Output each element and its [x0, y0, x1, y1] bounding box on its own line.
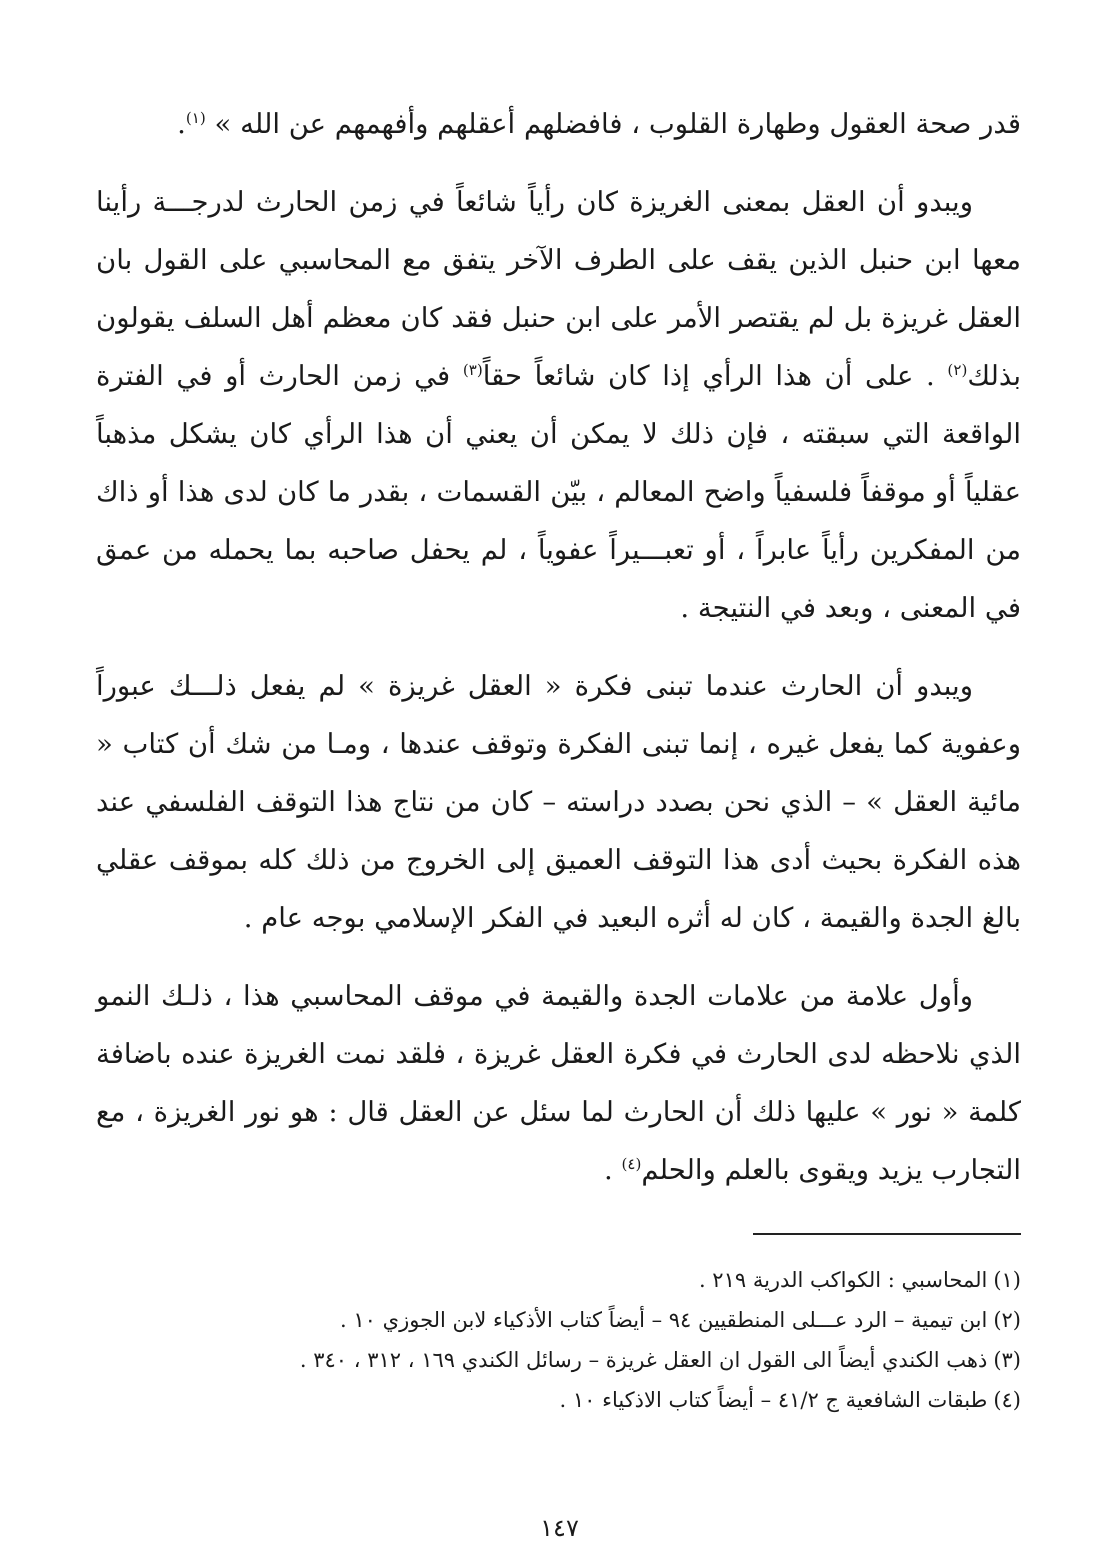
footnote-ref-2: (٢)	[947, 360, 968, 379]
paragraph-2-text-2: . على أن هذا الرأي إذا كان شائعاً حقاً	[482, 360, 948, 392]
paragraph-4	[96, 967, 1021, 1199]
footnote-1-number: (١)	[993, 1268, 1021, 1292]
footnote-1	[96, 1260, 1021, 1300]
footnote-1-text: المحاسبي : الكواكب الدرية ٢١٩ .	[698, 1268, 988, 1292]
footnote-3	[96, 1340, 1021, 1380]
paragraph-1-text: قدر صحة العقول وطهارة القلوب ، فافضلهم أعقلهم وأفهمهم عن الله »	[205, 108, 1021, 140]
footnote-2	[96, 1300, 1021, 1340]
paragraph-1-tail: .	[177, 108, 186, 140]
main-text	[96, 95, 1021, 1219]
footnote-ref-4: (٤)	[621, 1154, 642, 1173]
paragraph-2-text: ويبدو أن العقل بمعنى الغريزة كان رأياً شائعاً في زمن الحارث لدرجـــة رأينا معها ابن حنبل الذين يقف على الطرف الآخر يتفق مع المحاسبي على القول بان العقل غريزة بل لم يقتصر الأمر على ابن حنبل فقد كان معظم أهل السلف يقولون بذلك	[96, 186, 1022, 392]
footnotes	[96, 1260, 1021, 1420]
footnote-2-number: (٢)	[993, 1308, 1021, 1332]
footnote-ref-3: (٣)	[462, 360, 483, 379]
footnote-4	[96, 1380, 1021, 1420]
paragraph-1	[96, 95, 1021, 153]
paragraph-2	[96, 173, 1021, 637]
page-number: ١٤٧	[540, 1514, 579, 1542]
footnote-2-text: ابن تيمية – الرد عـــلى المنطقيين ٩٤ – أيضاً كتاب الأذكياء لابن الجوزي ١٠ .	[340, 1308, 988, 1332]
footnote-divider	[753, 1233, 1021, 1235]
footnote-3-text: ذهب الكندي أيضاً الى القول ان العقل غريزة – رسائل الكندي ١٦٩ ، ٣١٢ ، ٣٤٠ .	[299, 1348, 988, 1372]
paragraph-3	[96, 657, 1021, 947]
footnote-ref-1: (١)	[185, 108, 206, 127]
footnote-4-number: (٤)	[993, 1388, 1021, 1412]
paragraph-2-text-3: في زمن الحارث أو في الفترة الواقعة التي سبقته ، فإن ذلك لا يمكن أن يعني أن هذا الرأي كان يشكل مذهباً عقلياً أو موقفاً فلسفياً واضح المعالم ، بيّن القسمات ، بقدر ما كان لدى هذا أو ذاك من المفكرين رأياً عابراً ، أو تعبـــيراً عفوياً ، لم يحفل صاحبه بما يحمله من عمق في المعنى ، وبعد في النتيجة .	[96, 360, 1021, 624]
paragraph-4-tail: .	[603, 1154, 622, 1186]
paragraph-4-text: وأول علامة من علامات الجدة والقيمة في موقف المحاسبي هذا ، ذلـك النمو الذي نلاحظه لدى الحارث في فكرة العقل غريزة ، فلقد نمت الغريزة عنده باضافة كلمة « نور » عليها ذلك أن الحارث لما سئل عن العقل قال : هو نور الغريزة ، مع التجارب يزيد ويقوى بالعلم والحلم	[96, 980, 1021, 1186]
paragraph-3-text: ويبدو أن الحارث عندما تبنى فكرة « العقل غريزة » لم يفعل ذلـــك عبوراً وعفوية كما يفعل غيره ، إنما تبنى الفكرة وتوقف عندها ، ومـا من شك أن كتاب « مائية العقل » – الذي نحن بصدد دراسته – كان من نتاج هذا التوقف الفلسفي عند هذه الفكرة بحيث أدى هذا التوقف العميق إلى الخروج من ذلك كله بموقف عقلي بالغ الجدة والقيمة ، كان له أثره البعيد في الفكر الإسلامي بوجه عام .	[96, 670, 1021, 934]
footnote-4-text: طبقات الشافعية ج ٤١/٢ – أيضاً كتاب الاذكياء ١٠ .	[559, 1388, 988, 1412]
footnote-3-number: (٣)	[993, 1348, 1021, 1372]
